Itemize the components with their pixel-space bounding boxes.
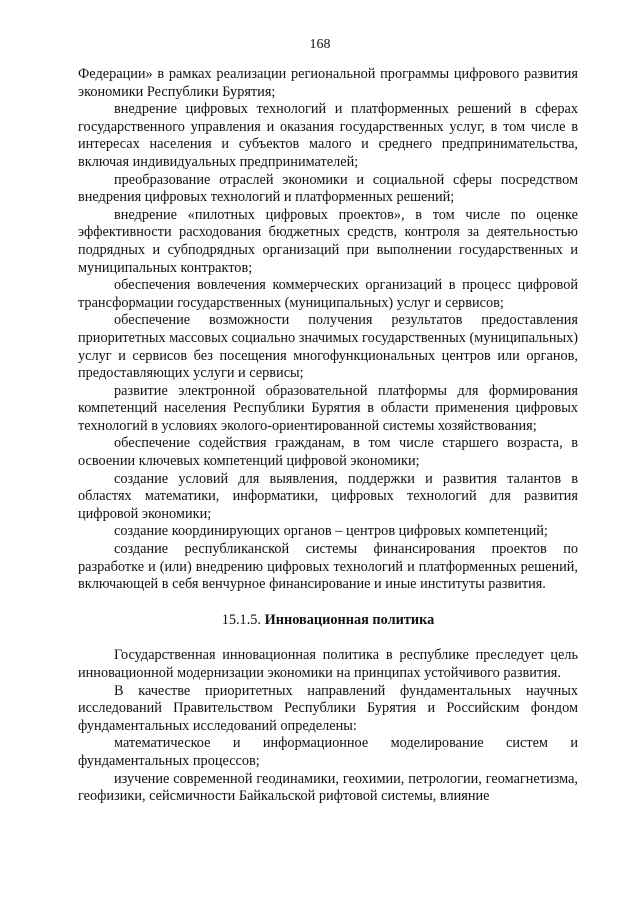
body-paragraph: математическое и информационное моделирование систем и фундаментальных процессов; [78,735,578,769]
body-paragraph: Государственная инновационная политика в республике преследует цель инновационной модернизации экономики на принципах устойчивого развития. [78,647,578,681]
body-paragraph: создание условий для выявления, поддержки и развития талантов в областях математики, информатики, цифровых технологий для развития цифровой экономики; [78,470,578,522]
body-paragraph: внедрение «пилотных цифровых проектов», в том числе по оценке эффективности расходования бюджетных средств, контроля за деятельностью подрядных и субподрядных организаций при выполнении государственных и муниципальных контрактов; [78,206,578,276]
page-number: 168 [309,37,331,52]
body-paragraph: создание республиканской системы финансирования проектов по разработке и (или) внедрению цифровых технологий и платформенных решений, включающей в себя венчурное финансирование и иные институты развития. [78,541,578,593]
body-paragraph: В качестве приоритетных направлений фундаментальных научных исследований Правительством Республики Бурятия и Российским фондом фундаментальных исследований определены: [78,682,578,734]
body-paragraph: обеспечение возможности получения результатов предоставления приоритетных массовых социально значимых государственных (муниципальных) услуг и сервисов без посещения многофункциональных центров или органов, предоставляющих услуги и сервисы; [78,312,578,382]
body-paragraph: Федерации» в рамках реализации региональной программы цифрового развития экономики Республики Бурятия; [78,66,578,100]
body-paragraph: создание координирующих органов – центров цифровых компетенций; [114,523,548,540]
section-heading [78,612,578,630]
body-paragraph: обеспечения вовлечения коммерческих организаций в процесс цифровой трансформации государственных (муниципальных) услуг и сервисов; [78,277,578,311]
page-body [78,66,578,806]
body-paragraph: изучение современной геодинамики, геохимии, петрологии, геомагнетизма, геофизики, сейсмичности Байкальской рифтовой системы, влияние [78,770,578,805]
body-paragraph: внедрение цифровых технологий и платформенных решений в сферах государственного управления и оказания государственных услуг, в том числе в интересах населения и субъектов малого и среднего предпринимательства, включая индивидуальных предпринимателей; [78,101,578,170]
body-paragraph: развитие электронной образовательной платформы для формирования компетенций населения Республики Бурятия в области применения цифровых технологий в условиях эколого-ориентированной системы хозяйствования; [78,382,578,434]
body-paragraph: преобразование отраслей экономики и социальной сферы посредством внедрения цифровых технологий и платформенных решений; [78,171,578,206]
paragraphs-before-section [78,66,578,594]
body-paragraph: обеспечение содействия гражданам, в том числе старшего возраста, в освоении ключевых компетенций цифровой экономики; [78,435,578,470]
paragraphs-after-section [78,647,578,805]
section-title: Инновационная политика [264,611,435,628]
section-number: 15.1.5. [221,611,262,628]
